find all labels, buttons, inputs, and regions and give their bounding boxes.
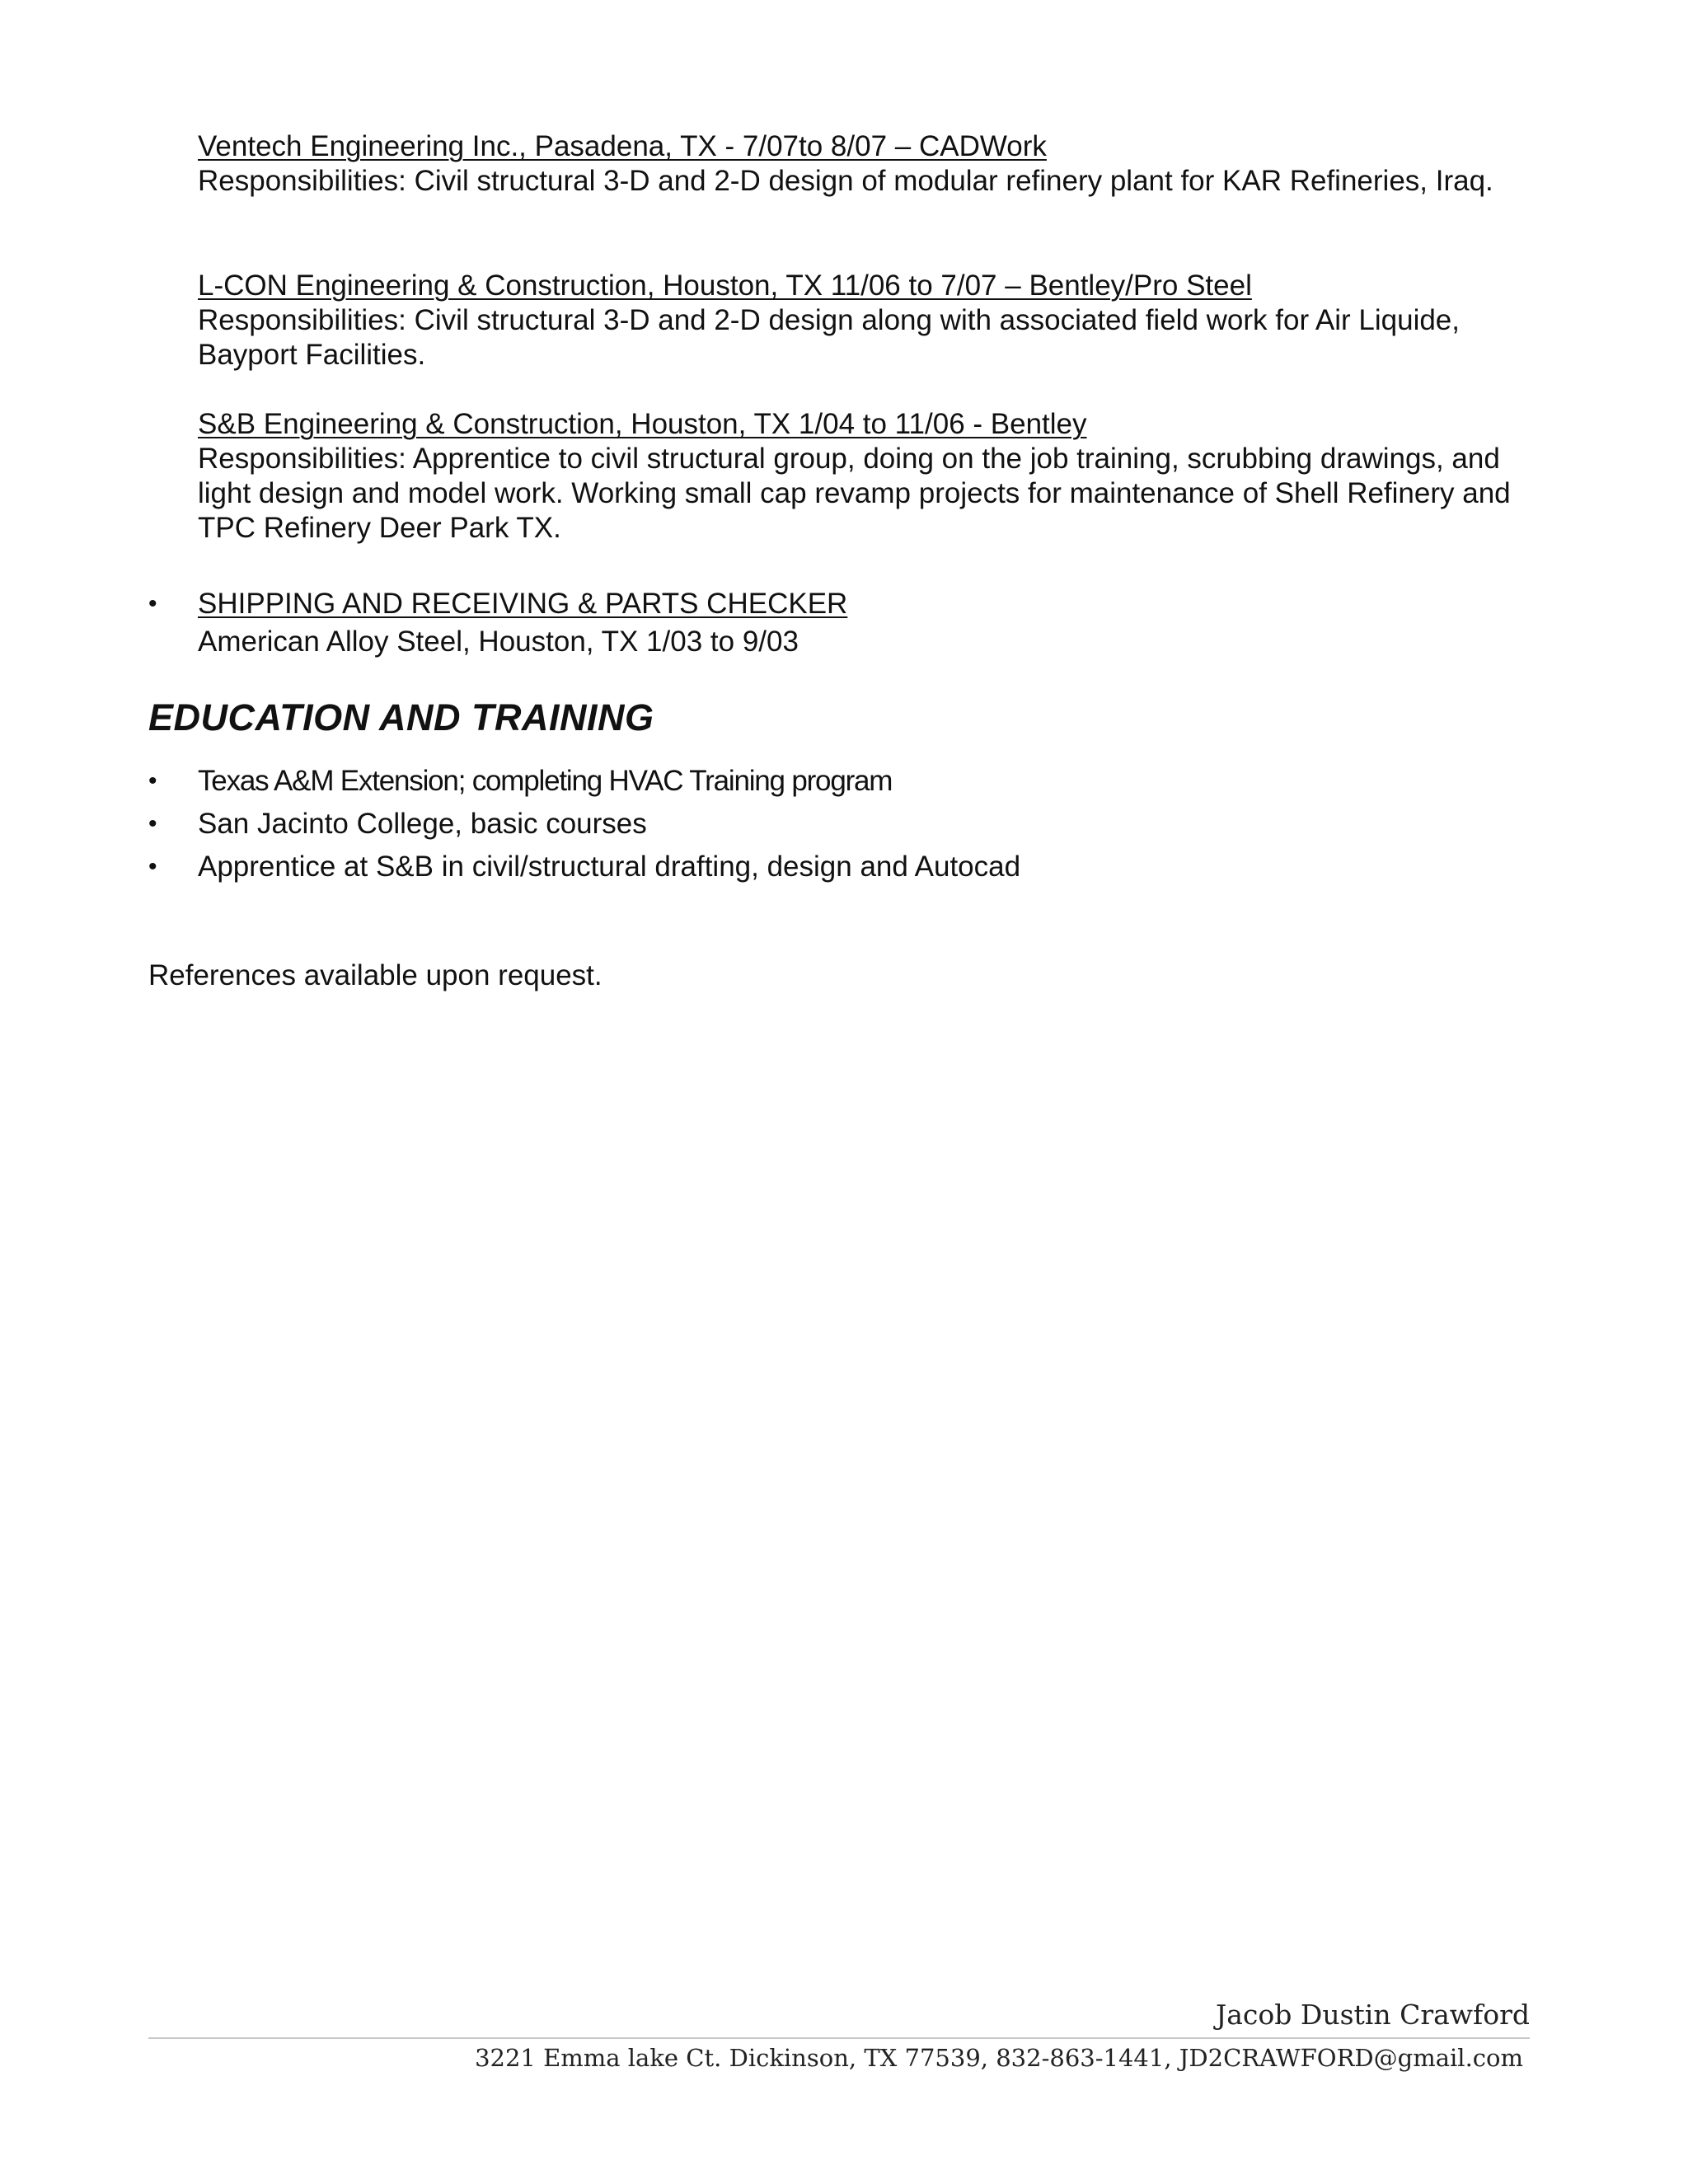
- education-item-text: Apprentice at S&B in civil/structural drafting, design and Autocad: [198, 851, 1021, 883]
- job-responsibilities: Responsibilities: Apprentice to civil structural group, doing on the job training, scrubbing drawings, and light design and model work. Working small cap revamp projects for maintenance of Shell Refinery and TPC Refinery Deer Park TX.: [198, 443, 1511, 544]
- education-list: [148, 764, 1550, 893]
- job-responsibilities: Responsibilities: Civil structural 3-D and 2-D design of modular refinery plant for KAR Refineries, Iraq.: [198, 165, 1493, 197]
- job-entry-sb: [198, 407, 1550, 546]
- job-responsibilities: Responsibilities: Civil structural 3-D and 2-D design along with associated field work for Air Liquide, Bayport Facilities.: [198, 304, 1460, 371]
- job-entry-lcon: [198, 269, 1550, 373]
- shipping-entry-text: [198, 587, 1550, 659]
- education-item-text: Texas A&M Extension; completing HVAC Training program: [198, 765, 893, 797]
- shipping-title: SHIPPING AND RECEIVING & PARTS CHECKER: [198, 588, 848, 620]
- job-title: L-CON Engineering & Construction, Houston, TX 11/06 to 7/07 – Bentley/Pro Steel: [198, 269, 1252, 302]
- footer-name: Jacob Dustin Crawford: [1216, 1999, 1530, 2031]
- job-title: S&B Engineering & Construction, Houston, TX 1/04 to 11/06 - Bentley: [198, 408, 1087, 440]
- bullet-icon: •: [148, 810, 157, 837]
- job-title: Ventech Engineering Inc., Pasadena, TX - 7/07to 8/07 – CADWork: [198, 130, 1047, 162]
- list-item: [148, 764, 1550, 807]
- bullet-icon: •: [148, 767, 157, 794]
- bullet-icon: •: [148, 590, 157, 617]
- education-item-text: San Jacinto College, basic courses: [198, 808, 647, 840]
- education-heading: EDUCATION AND TRAINING: [148, 696, 654, 738]
- footer-divider: [148, 2037, 1530, 2039]
- footer-contact: 3221 Emma lake Ct. Dickinson, TX 77539, 832-863-1441, JD2CRAWFORD@gmail.com: [475, 2044, 1523, 2072]
- job-entry-ventech: [198, 129, 1550, 199]
- list-item: [148, 850, 1550, 893]
- references-note: References available upon request.: [148, 959, 603, 991]
- shipping-detail: American Alloy Steel, Houston, TX 1/03 to 9/03: [198, 626, 799, 658]
- bullet-icon: •: [148, 853, 157, 880]
- list-item: [148, 807, 1550, 850]
